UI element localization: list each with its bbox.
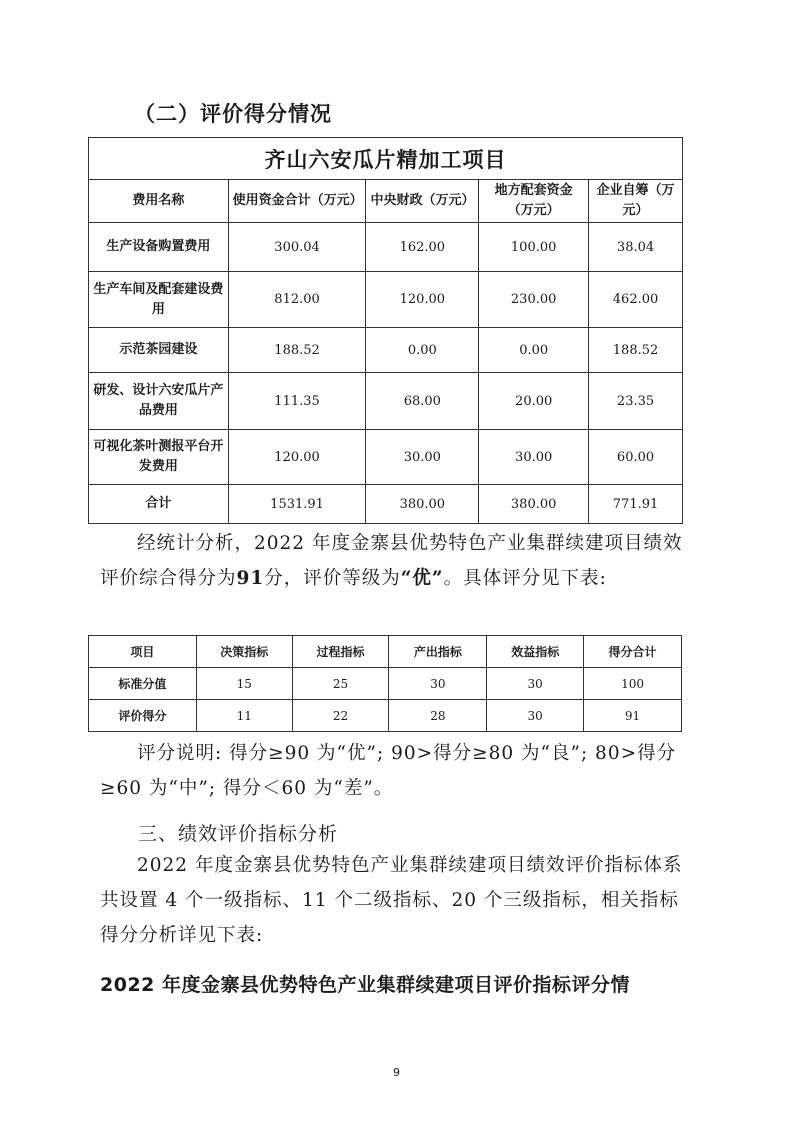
summary-score: 91 bbox=[236, 568, 265, 589]
table-cell: 30.00 bbox=[479, 430, 589, 485]
score-table bbox=[88, 635, 682, 732]
table-header-row bbox=[89, 636, 682, 668]
table-row bbox=[89, 272, 683, 328]
table-row bbox=[89, 700, 682, 732]
table-cell: 30.00 bbox=[366, 430, 479, 485]
table-cell: 100 bbox=[584, 668, 682, 700]
table-row bbox=[89, 430, 683, 485]
row-label: 生产车间及配套建设费用 bbox=[89, 272, 229, 328]
table-cell: 1531.91 bbox=[228, 485, 366, 524]
table-cell: 230.00 bbox=[479, 272, 589, 328]
table-row bbox=[89, 373, 683, 430]
column-header: 中央财政（万元） bbox=[366, 180, 479, 223]
table-cell: 120.00 bbox=[366, 272, 479, 328]
row-label: 标准分值 bbox=[89, 668, 197, 700]
table-cell: 0.00 bbox=[366, 328, 479, 373]
table-cell: 23.35 bbox=[589, 373, 683, 430]
summary-text-after: 。具体评分见下表: bbox=[443, 568, 607, 589]
table-cell: 380.00 bbox=[366, 485, 479, 524]
table-cell: 25 bbox=[292, 668, 389, 700]
cost-table-title: 齐山六安瓜片精加工项目 bbox=[89, 138, 683, 180]
table-row bbox=[89, 668, 682, 700]
table-row bbox=[89, 328, 683, 373]
column-header: 决策指标 bbox=[196, 636, 292, 668]
table-cell: 100.00 bbox=[479, 223, 589, 272]
table-cell: 30 bbox=[389, 668, 487, 700]
cost-table bbox=[88, 137, 683, 524]
column-header: 使用资金合计（万元） bbox=[228, 180, 366, 223]
row-label: 研发、设计六安瓜片产品费用 bbox=[89, 373, 229, 430]
page-number: 9 bbox=[393, 1066, 400, 1079]
column-header: 费用名称 bbox=[89, 180, 229, 223]
table-cell: 300.04 bbox=[228, 223, 366, 272]
column-header: 项目 bbox=[89, 636, 197, 668]
table-cell: 188.52 bbox=[228, 328, 366, 373]
column-header: 得分合计 bbox=[584, 636, 682, 668]
paragraph-score-note bbox=[100, 736, 690, 806]
table-cell: 28 bbox=[389, 700, 487, 732]
table-cell: 91 bbox=[584, 700, 682, 732]
table-cell: 0.00 bbox=[479, 328, 589, 373]
row-label: 可视化茶叶测报平台开发费用 bbox=[89, 430, 229, 485]
table-cell: 30 bbox=[487, 700, 584, 732]
column-header: 产出指标 bbox=[389, 636, 487, 668]
table-cell: 812.00 bbox=[228, 272, 366, 328]
column-header: 企业自筹（万元） bbox=[589, 180, 683, 223]
table-row bbox=[89, 485, 683, 524]
score-note: 评分说明: 得分≥90 为“优”; 90>得分≥80 为“良”; 80>得分≥60 为“中”; 得分＜60 为“差”。 bbox=[100, 743, 677, 799]
section3-heading: 三、绩效评价指标分析 bbox=[138, 823, 339, 845]
summary-text-before: 经统计分析，2022 年度金寨县优势特色产业集群续建项目绩效评价综合得分为 bbox=[100, 533, 683, 589]
row-label: 示范茶园建设 bbox=[89, 328, 229, 373]
row-label: 合计 bbox=[89, 485, 229, 524]
row-label: 评价得分 bbox=[89, 700, 197, 732]
indicator-system-text: 2022 年度金寨县优势特色产业集群续建项目绩效评价指标体系共设置 4 个一级指标、11 个二级指标、20 个三级指标，相关指标得分分析详见下表: bbox=[100, 855, 683, 946]
table-cell: 120.00 bbox=[228, 430, 366, 485]
table-caption: 2022 年度金寨县优势特色产业集群续建项目评价指标评分情 bbox=[100, 974, 630, 996]
table-cell: 462.00 bbox=[589, 272, 683, 328]
column-header: 过程指标 bbox=[292, 636, 389, 668]
section-heading: （二）评价得分情况 bbox=[134, 102, 332, 126]
table-cell: 162.00 bbox=[366, 223, 479, 272]
table-cell: 20.00 bbox=[479, 373, 589, 430]
row-label: 生产设备购置费用 bbox=[89, 223, 229, 272]
column-header: 效益指标 bbox=[487, 636, 584, 668]
table-cell: 22 bbox=[292, 700, 389, 732]
summary-text-middle: 分，评价等级为 bbox=[264, 568, 401, 589]
summary-grade: “优” bbox=[400, 568, 444, 589]
table-cell: 188.52 bbox=[589, 328, 683, 373]
column-header: 地方配套资金（万元） bbox=[479, 180, 589, 223]
paragraph-score-summary bbox=[100, 526, 690, 596]
table-cell: 30 bbox=[487, 668, 584, 700]
table-cell: 15 bbox=[196, 668, 292, 700]
table-row bbox=[89, 223, 683, 272]
paragraph-indicator-system bbox=[100, 848, 690, 953]
table-cell: 38.04 bbox=[589, 223, 683, 272]
table-cell: 380.00 bbox=[479, 485, 589, 524]
table-cell: 11 bbox=[196, 700, 292, 732]
table-cell: 68.00 bbox=[366, 373, 479, 430]
table-cell: 60.00 bbox=[589, 430, 683, 485]
table-cell: 771.91 bbox=[589, 485, 683, 524]
table-cell: 111.35 bbox=[228, 373, 366, 430]
